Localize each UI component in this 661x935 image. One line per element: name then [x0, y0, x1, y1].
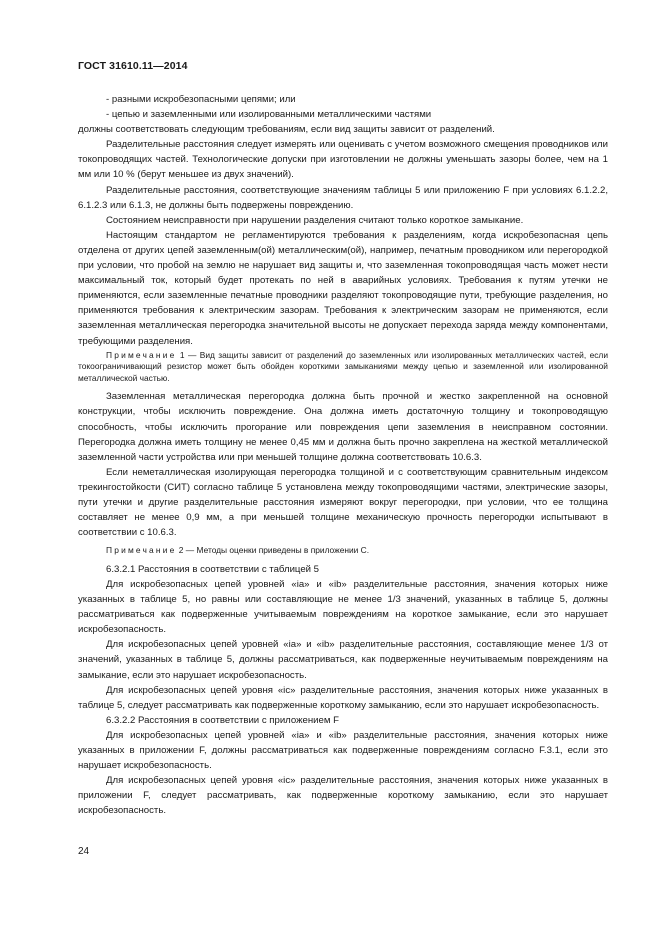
- paragraph: Настоящим стандартом не регламентируются требования к разделениям, когда искробезопасная цепь отделена от других цепей заземленным(ой) металлическим(ой), например, печатным проводником или перегородкой при условии, что пробой на землю не нарушает вид защиты и, что заземленная токопроводящая часть может нести максимальный ток, который будет протекать по ней в аварийных условиях. Требования к путям утечки не применяются, если заземленные печатные проводники разделяют токопроводящие пути, требующие разделения, но применяются требования к электрическим зазорам. Требования к электрическим зазорам не применяются, если заземленная металлическая перегородка значительной высоты не допускает перехода заряда между компонентами, требующими разделения.: [78, 229, 608, 347]
- paragraph: Для искробезопасных цепей уровня «ic» разделительные расстояния, значения которых ниже указанных в таблице 5, следует рассматривать как подверженные короткому замыканию, если это нарушает искробезопасность.: [78, 684, 608, 711]
- paragraph: Если неметаллическая изолирующая перегородка толщиной и с соответствующим сравнительным индексом трекингостойкости (СИТ) согласно таблице 5 установлена между токопроводящими частями, электрические зазоры, пути утечки и другие разделительные расстояния измеряют вокруг перегородки, при условии, что ее толщина составляет не менее 0,9 мм, а при меньшей толщине механическую прочность перегородки испытывают в соответствии с 10.6.3.: [78, 466, 608, 539]
- note-text: 1 — Вид защиты зависит от разделений до заземленных или изолированных металлических частей, если токоограничивающий резистор может быть обойден короткими замыканиями между цепью и заземленной или изолированной металлической частью.: [78, 349, 608, 383]
- section-heading: 6.3.2.1 Расстояния в соответствии с таблицей 5: [106, 563, 320, 575]
- document-body: [78, 92, 608, 819]
- paragraph: Заземленная металлическая перегородка должна быть прочной и жестко закрепленной на основной конструкции, чтобы исключить повреждение. Она должна иметь достаточную толщину и токопроводящую способность, чтобы исключить прогорание или повреждения цепи заземления в неисправном состоянии. Перегородка должна иметь толщину не менее 0,45 мм и должна быть прочно закреплена на жесткой металлической заземленной части устройства или при меньшей толщине должна соответствовать 10.6.3.: [78, 391, 608, 463]
- paragraph: Разделительные расстояния следует измерять или оценивать с учетом возможного смещения проводников или токопроводящих частей. Технологические допуски при изготовлении не должны уменьшать зазоры более, чем на 1 мм или 10 % (берут меньшее из двух значений).: [78, 139, 608, 181]
- paragraph: Для искробезопасных цепей уровней «ia» и «ib» разделительные расстояния, значения которых ниже указанных в таблице 5, но равны или составляющие не менее 1/3 значений, указанных в таблице 5, должны рассматриваться как подверженные учитываемым повреждениям на короткое замыкание, если это нарушает искробезопасность.: [78, 579, 608, 636]
- paragraph: должны соответствовать следующим требованиям, если вид защиты зависит от разделений.: [78, 124, 495, 136]
- paragraph: Для искробезопасных цепей уровня «ic» разделительные расстояния, значения которых ниже указанных в приложении F, следует рассматривать, как подверженные короткому замыканию, если это нарушает искробезопасность.: [78, 775, 608, 817]
- note-label: Примечание: [106, 349, 177, 360]
- page-number: 24: [78, 846, 90, 857]
- note-label: Примечание: [106, 545, 177, 556]
- note-2: [78, 545, 608, 557]
- note-text: 2 — Методы оценки приведены в приложении С.: [176, 545, 370, 556]
- section-heading: 6.3.2.2 Расстояния в соответствии с приложением F: [106, 714, 339, 726]
- paragraph: Для искробезопасных цепей уровней «ia» и «ib» разделительные расстояния, составляющие менее 1/3 от значений, указанных в таблице 5, должны рассматриваться, как подверженные неучитываемым повреждениям на замыкание, если это нарушает искробезопасность.: [78, 639, 608, 681]
- list-item: - цепью и заземленными или изолированными металлическими частями: [106, 109, 432, 121]
- paragraph: Разделительные расстояния, соответствующие значениям таблицы 5 или приложению F при условиях 6.1.2.2, 6.1.2.3 или 6.1.3, не должны быть подвержены повреждению.: [78, 184, 608, 211]
- paragraph: Состоянием неисправности при нарушении разделения считают только короткое замыкание.: [106, 214, 524, 226]
- document-header: ГОСТ 31610.11—2014: [78, 60, 188, 72]
- note-1: [78, 350, 608, 385]
- paragraph: Для искробезопасных цепей уровней «ia» и «ib» разделительные расстояния, значения которых ниже указанных в приложении F, должны рассматриваться как подверженные повреждениям согласно F.3.1, если это нарушает искробезопасность.: [78, 729, 608, 772]
- list-item: - разными искробезопасными цепями; или: [106, 94, 296, 105]
